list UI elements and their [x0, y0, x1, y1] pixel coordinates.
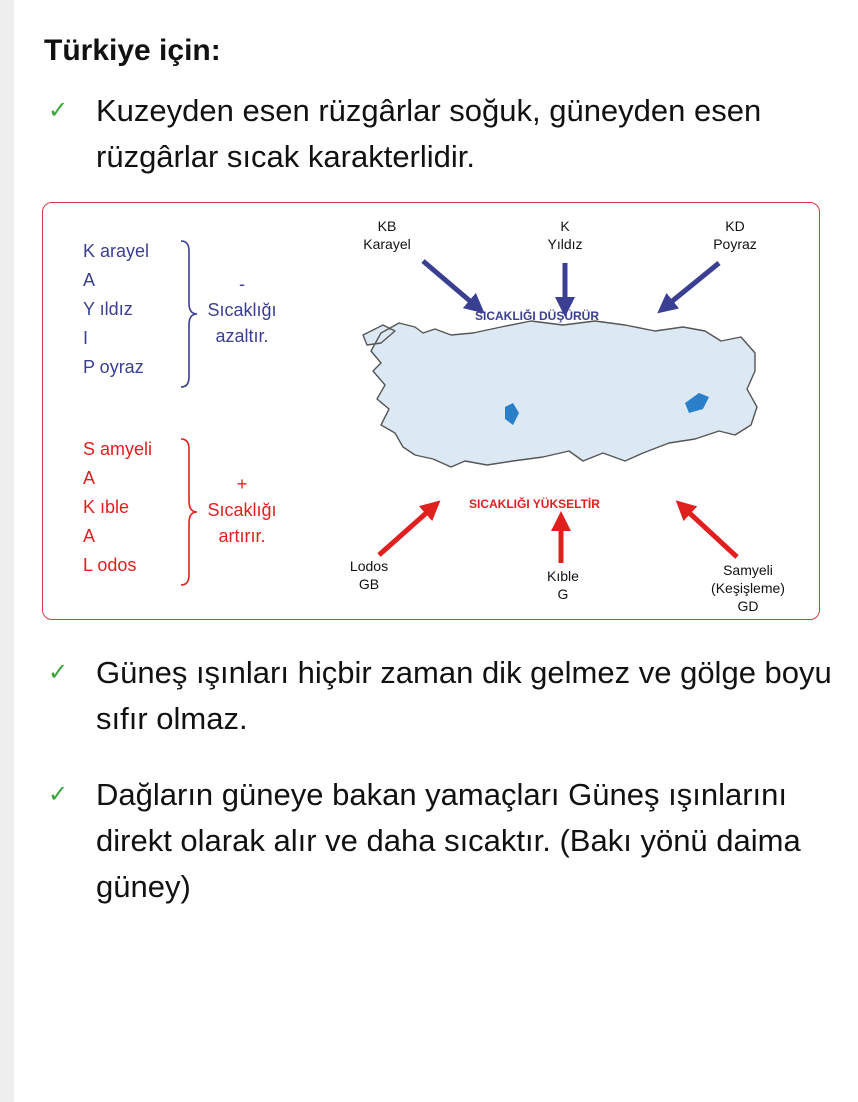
bullet-text-3: Dağların güneye bakan yamaçları Güneş ışınlarını direkt olarak alır ve daha sıcaktır. (Bakı yönü daima güney)	[96, 777, 801, 904]
check-icon: ✓	[48, 97, 69, 124]
check-icon: ✓	[48, 781, 69, 808]
arrow-lodos	[379, 507, 433, 555]
acronym-letter: I	[83, 328, 89, 348]
wind-code: GB	[358, 576, 380, 592]
wind-label-k	[525, 217, 605, 253]
wind-label-kb	[347, 217, 427, 253]
arrow-karayel	[423, 261, 477, 307]
check-icon: ✓	[48, 659, 69, 686]
warm-banner: SICAKLIĞI YÜKSELTİR	[469, 497, 600, 511]
wind-label-kd	[695, 217, 775, 253]
cold-effect-line1: Sıcaklığı	[207, 300, 277, 320]
acronym-letter: A	[83, 526, 96, 546]
bullet-text-1: Kuzeyden esen rüzgârlar soğuk, güneyden esen rüzgârlar sıcak karakterlidir.	[96, 93, 762, 174]
wind-name: Samyeli	[723, 562, 773, 578]
wind-code: G	[557, 586, 569, 602]
acronym-letter: K ıble	[83, 497, 130, 517]
wind-name: Poyraz	[713, 236, 757, 252]
acronym-letter: L odos	[83, 555, 137, 575]
wind-name: Kıble	[547, 568, 579, 584]
wind-code: KB	[377, 218, 397, 234]
acronym-letter: Y ıldız	[83, 299, 133, 319]
warm-effect-line1: Sıcaklığı	[207, 500, 277, 520]
acronym-letter: A	[83, 468, 96, 488]
acronym-letter: P oyraz	[83, 357, 144, 377]
wind-name: Karayel	[363, 236, 411, 252]
wind-extra: (Keşişleme)	[711, 580, 785, 596]
wind-label-gb	[329, 557, 409, 593]
wind-label-gd	[693, 561, 803, 615]
acronym-letter: K arayel	[83, 241, 150, 261]
cold-effect-line2: azaltır.	[215, 326, 269, 346]
cold-banner: SICAKLIĞI DÜŞÜRÜR	[475, 309, 600, 323]
wind-code: K	[560, 218, 570, 234]
wind-code: GD	[737, 598, 759, 614]
wind-diagram	[42, 202, 820, 620]
arrow-poyraz	[665, 263, 719, 307]
wind-name: Lodos	[349, 558, 389, 574]
wind-label-g	[523, 567, 603, 603]
bullet-text-2: Güneş ışınları hiçbir zaman dik gelmez ve gölge boyu sıfır olmaz.	[96, 655, 832, 736]
acronym-letter: A	[83, 270, 96, 290]
arrow-samyeli	[683, 507, 737, 557]
section-heading: Türkiye için:	[44, 34, 221, 67]
turkey-map-graphic	[43, 203, 821, 621]
warm-effect-line2: artırır.	[218, 526, 266, 546]
acronym-letter: S amyeli	[83, 439, 153, 459]
page-margin-strip	[0, 0, 14, 1102]
wind-code: KD	[725, 218, 745, 234]
plus-sign: +	[236, 474, 248, 494]
minus-sign: -	[239, 274, 245, 294]
wind-name: Yıldız	[547, 236, 583, 252]
